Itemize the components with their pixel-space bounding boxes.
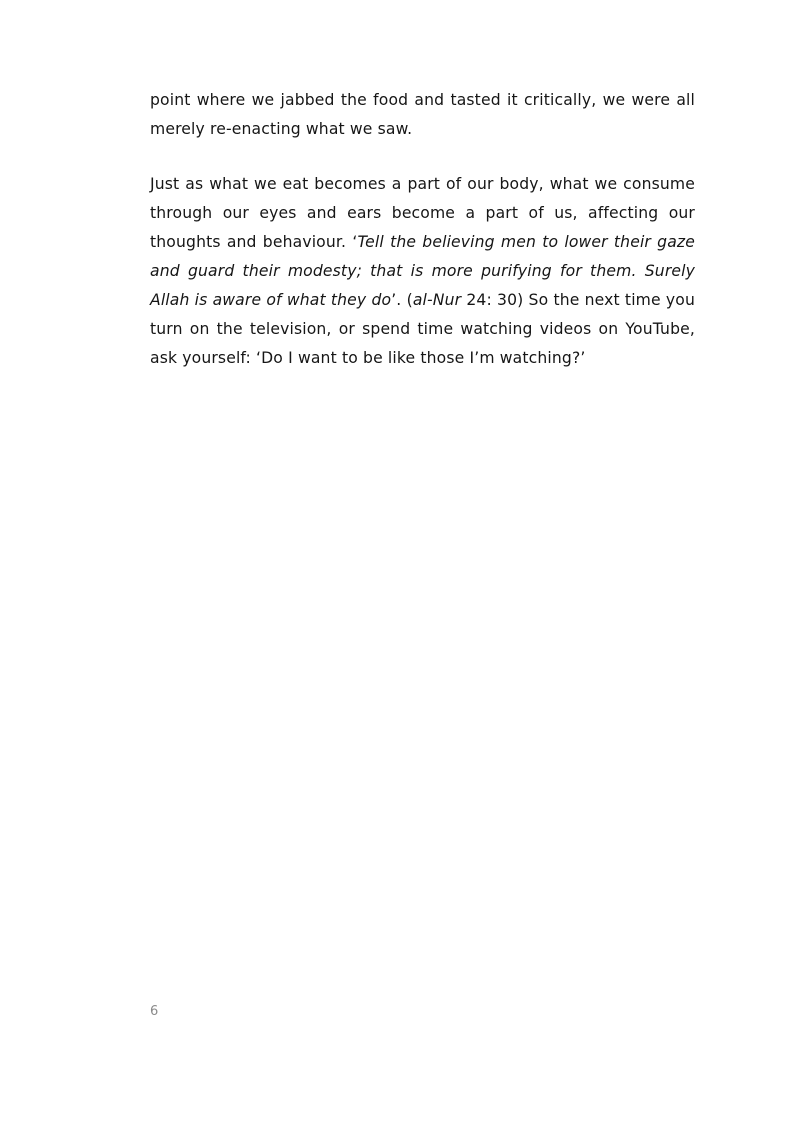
paragraph-2-run-3: ’. ( bbox=[391, 291, 413, 309]
page-number: 6 bbox=[150, 1004, 159, 1019]
quran-quote-text: Tell the believing men to lower their gaze and guard their modesty; that is more purifying for them. Surely Allah is aware of what they do bbox=[150, 233, 696, 309]
surah-reference-name: al-Nur bbox=[412, 291, 462, 309]
paragraph-1 bbox=[150, 86, 695, 144]
paragraph-2-run-1: Just as what we eat becomes a part of our body, what we consume through our eyes and ears become a part of us, affecting our thoughts and behaviour. ‘ bbox=[150, 175, 695, 251]
paragraph-1-run-1: point where we jabbed the food and tasted it critically, we were all merely re-enacting what we saw. bbox=[150, 91, 695, 138]
paragraph-2-run-5: 24: 30) So the next time you turn on the television, or spend time watching videos on YouTube, ask yourself: ‘Do I want to be like those I’m watching?’ bbox=[150, 291, 696, 367]
paragraph-2 bbox=[150, 170, 695, 373]
body-text-column bbox=[150, 86, 695, 373]
